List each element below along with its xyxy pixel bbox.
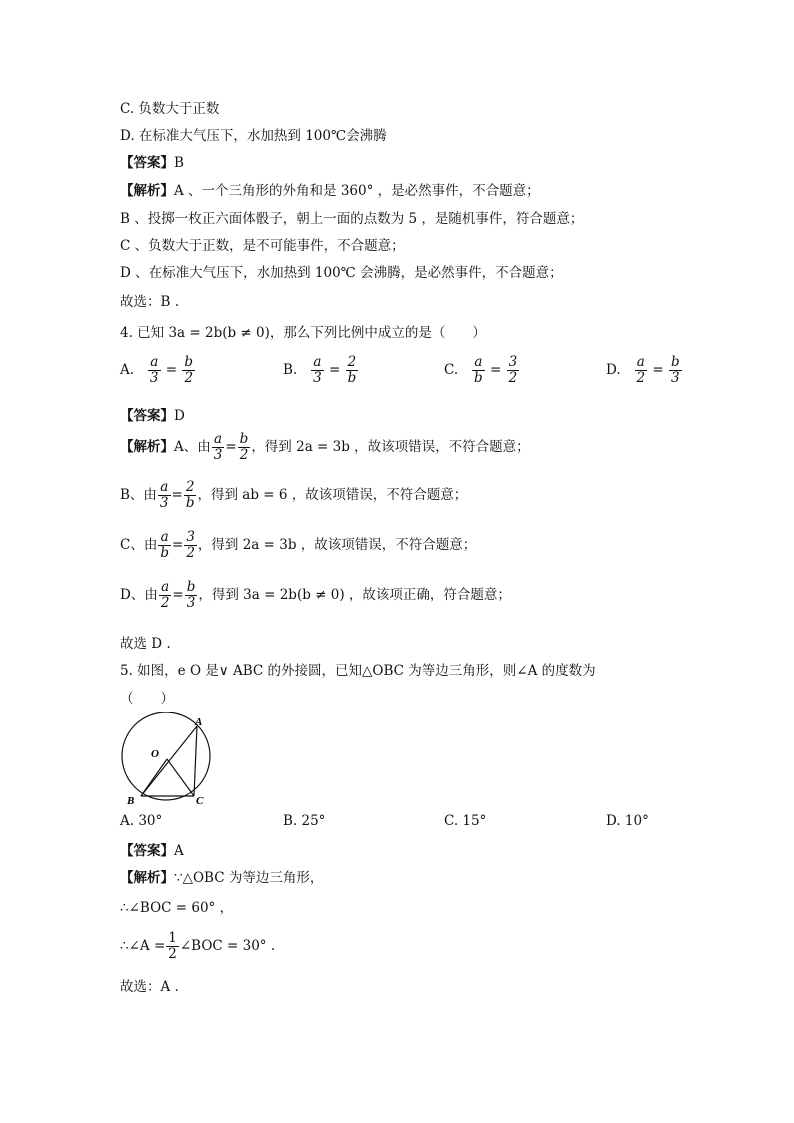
q3-analysis-d: D 、在标准大气压下，水加热到 100℃ 会沸腾，是必然事件，不合题意； [120,265,563,281]
analysis-tag: 【解析】 [120,439,174,455]
q5-answer [120,839,184,859]
segment-ob [141,759,167,796]
q4-analysis-a: 【解析】A、由 $\frac{a}{3}$ = $\frac{b}{2}$ ，得到 2a = 3b ，故该项错误，不符合题意； [120,431,530,463]
q5-conclusion: 故选：A . [120,979,179,995]
q3-option-d-text: D. 在标准大气压下，水加热到 100 [120,128,331,144]
segment-oc [167,759,194,796]
fraction: $\frac{2}{b}$ [347,354,357,386]
q5-analysis-3 [120,931,275,962]
q4-option-b: B. $\frac{a}{3}$ = $\frac{2}{b}$ [283,354,357,386]
fraction: $\frac{a}{3}$ [213,431,223,463]
analysis-text: ，得到 2a = 3b ，故该项错误，不符合题意； [197,537,477,553]
fraction: $\frac{a}{b}$ [474,354,483,386]
analysis-text: ∵△OBC 为等边三角形， [174,870,324,886]
fraction: $\frac{b}{2}$ [184,354,194,386]
analysis-text: ∠BOC = 30° . [179,938,276,954]
analysis-tag: 【解析】 [120,183,174,199]
q3-analysis-b: B 、投掷一枚正六面体骰子，朝上一面的点数为 5 ，是随机事件，符合题意； [120,211,584,227]
fraction: $\frac{3}{2}$ [508,354,518,386]
answer-tag: 【答案】 [120,155,174,171]
option-label: C. [444,362,459,378]
segment-ca [194,726,197,796]
q3-option-d [120,124,387,144]
analysis-text: C、由 [120,537,158,553]
analysis-text: ，得到 3a = 2b(b ≠ 0) ，故该项正确，符合题意； [198,587,511,603]
q3-option-d-tail: 会沸腾 [346,128,387,144]
analysis-text: B、由 [120,487,157,503]
option-label: B. [283,362,298,378]
q5-option-c: C. 15° [444,813,487,829]
q3-option-c: C. 负数大于正数 [120,101,220,117]
label-o: O [151,748,159,760]
q4-option-a: A. $\frac{a}{3}$ = $\frac{b}{2}$ [120,354,194,386]
answer-value: D [174,408,185,424]
fraction: $\frac{b}{2}$ [239,431,249,463]
q3-analysis-c: C 、负数大于正数，是不可能事件，不合题意； [120,238,405,254]
q3-analysis-a [120,179,540,199]
answer-value: A [174,843,184,859]
answer-value: B [174,155,184,171]
option-label: A. [120,362,135,378]
fraction: $\frac{a}{2}$ [160,579,170,611]
fraction: $\frac{a}{b}$ [160,529,169,561]
analysis-text: A、由 [174,439,211,455]
fraction: $\frac{b}{3}$ [671,354,680,386]
q4-stem [120,321,486,341]
q5-stem: 5. 如图，e O 是∨ ABC 的外接圆，已知△OBC 为等边三角形，则∠A 的度数为 [120,663,596,679]
answer-tag: 【答案】 [120,408,174,424]
label-b: B [127,795,135,807]
analysis-text: ，得到 2a = 3b ，故该项错误，不符合题意； [251,439,530,455]
answer-tag: 【答案】 [120,843,174,859]
q4-option-d: D. $\frac{a}{2}$ = $\frac{b}{3}$ [606,354,680,386]
fraction: $\frac{a}{3}$ [159,479,169,511]
analysis-tag: 【解析】 [120,870,174,886]
fraction: $\frac{2}{b}$ [185,479,195,511]
q5-analysis-2: ∴∠BOC = 60° ， [120,900,234,916]
fraction: $\frac{b}{3}$ [186,579,196,611]
fraction: $\frac{3}{2}$ [186,529,195,561]
label-c: C [196,795,204,807]
analysis-text: D、由 [120,587,158,603]
celsius-symbol: ℃ [330,128,347,144]
q5-paren: （ ） [120,691,174,707]
q3-conclusion: 故选：B . [120,294,180,310]
option-label: D. [606,362,621,378]
q5-option-b: B. 25° [283,813,326,829]
fraction: $\frac{a}{3}$ [313,354,322,386]
q4-analysis-c: C、由 $\frac{a}{b}$ = $\frac{3}{2}$ ，得到 2a = 3b ，故该项错误，不符合题意； [120,529,477,561]
q4-conclusion: 故选 D . [120,636,171,652]
q4-question: ，那么下列比例中成立的是（ ） [269,325,486,341]
analysis-text: ，得到 ab = 6 ，故该项错误，不符合题意； [197,487,468,503]
fraction: $\frac{1}{2}$ [168,930,177,962]
label-a: A [195,716,203,728]
q4-option-c: C. $\frac{a}{b}$ = $\frac{3}{2}$ [444,354,518,386]
q4-analysis-d: D、由 $\frac{a}{2}$ = $\frac{b}{3}$ ，得到 3a = 2b(b ≠ 0) ，故该项正确，符合题意； [120,579,511,611]
circumcircle-figure [114,712,218,808]
q4-condition: 4. 已知 3a = 2b(b ≠ 0) [120,325,270,341]
q4-analysis-b: B、由 $\frac{a}{3}$ = $\frac{2}{b}$ ，得到 ab = 6 ，故该项错误，不符合题意； [120,479,468,511]
q5-analysis-1 [120,866,323,886]
analysis-text: A 、一个三角形的外角和是 360° ，是必然事件，不合题意； [174,183,540,199]
q3-answer [120,151,184,171]
q5-option-d: D. 10° [606,813,649,829]
fraction: $\frac{a}{2}$ [636,354,646,386]
q4-answer [120,404,185,424]
q5-option-a: A. 30° [120,813,163,829]
fraction: $\frac{a}{3}$ [149,354,159,386]
analysis-text: ∴∠A = [120,938,166,954]
